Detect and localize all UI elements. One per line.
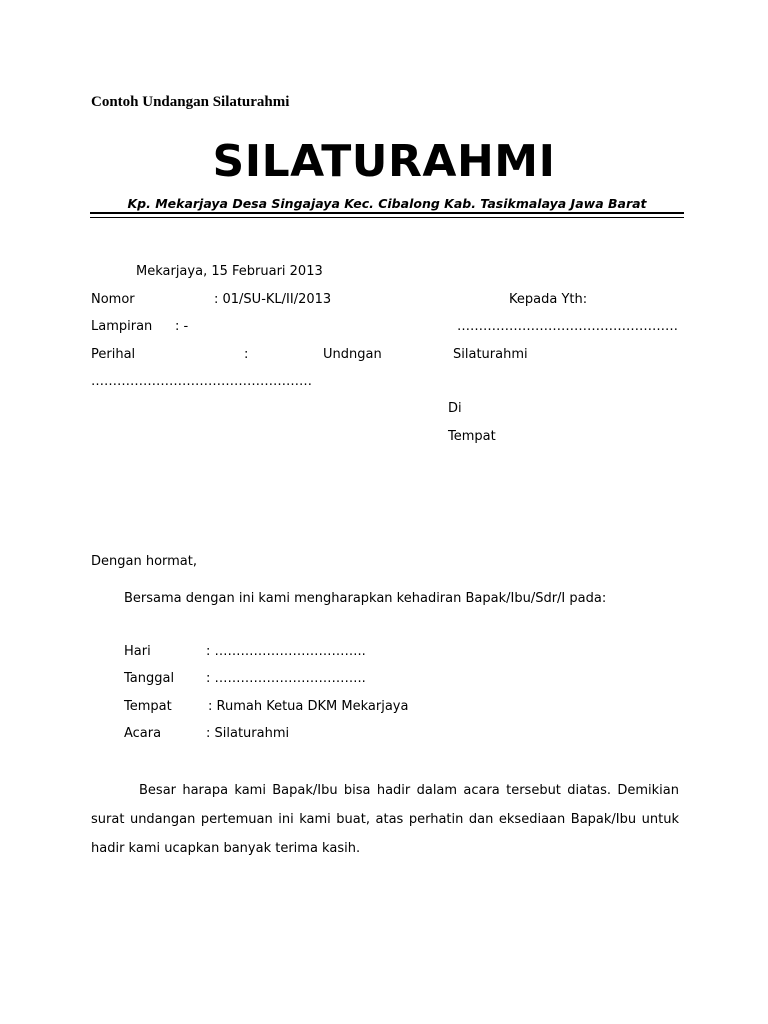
detail-label-acara: Acara [124, 726, 162, 741]
recipient-dots: …………………………………………… [457, 319, 678, 334]
detail-value-acara: : Silaturahmi [206, 726, 290, 741]
detail-value-tempat: : Rumah Ketua DKM Mekarjaya [208, 699, 409, 714]
perihal-value-2: Silaturahmi [453, 347, 528, 362]
recipient-di: Di [448, 401, 462, 416]
address-line: Kp. Mekarjaya Desa Singajaya Kec. Cibalong Kab. Tasikmalaya Jawa Barat [127, 196, 647, 211]
nomor-label: Nomor [91, 292, 135, 307]
detail-value-hari: : …………………………….. [206, 644, 366, 659]
perihal-label: Perihal [91, 347, 136, 362]
greeting: Dengan hormat, [91, 554, 198, 569]
example-title: Contoh Undangan Silaturahmi [91, 94, 290, 110]
recipient-to: Kepada Yth: [509, 292, 588, 307]
lampiran-value: : - [175, 319, 189, 334]
organization-title: SILATURAHMI [212, 136, 556, 187]
perihal-value-1: Undngan [323, 347, 382, 362]
closing-paragraph [91, 776, 679, 863]
detail-label-tempat: Tempat [124, 699, 172, 714]
detail-label-hari: Hari [124, 644, 151, 659]
header-rule-thick [90, 212, 684, 214]
lampiran-label: Lampiran [91, 319, 153, 334]
closing-text: Besar harapa kami Bapak/Ibu bisa hadir dalam acara tersebut diatas. Demikian surat undangan pertemuan ini kami buat, atas perhatin dan eksediaan Bapak/Ibu untuk hadir kami ucapkan banyak terima kasih. [91, 783, 679, 856]
detail-label-tanggal: Tanggal [124, 671, 175, 686]
detail-value-tanggal: : …………………………….. [206, 671, 366, 686]
header-rule-thin [90, 217, 684, 218]
recipient-place: Tempat [448, 429, 496, 444]
intro-text: Bersama dengan ini kami mengharapkan kehadiran Bapak/Ibu/Sdr/I pada: [124, 591, 607, 606]
perihal-dots: …………………………………………… [91, 374, 312, 389]
nomor-value: : 01/SU-KL/II/2013 [214, 292, 332, 307]
perihal-colon: : [244, 347, 249, 362]
place-date: Mekarjaya, 15 Februari 2013 [136, 264, 323, 279]
